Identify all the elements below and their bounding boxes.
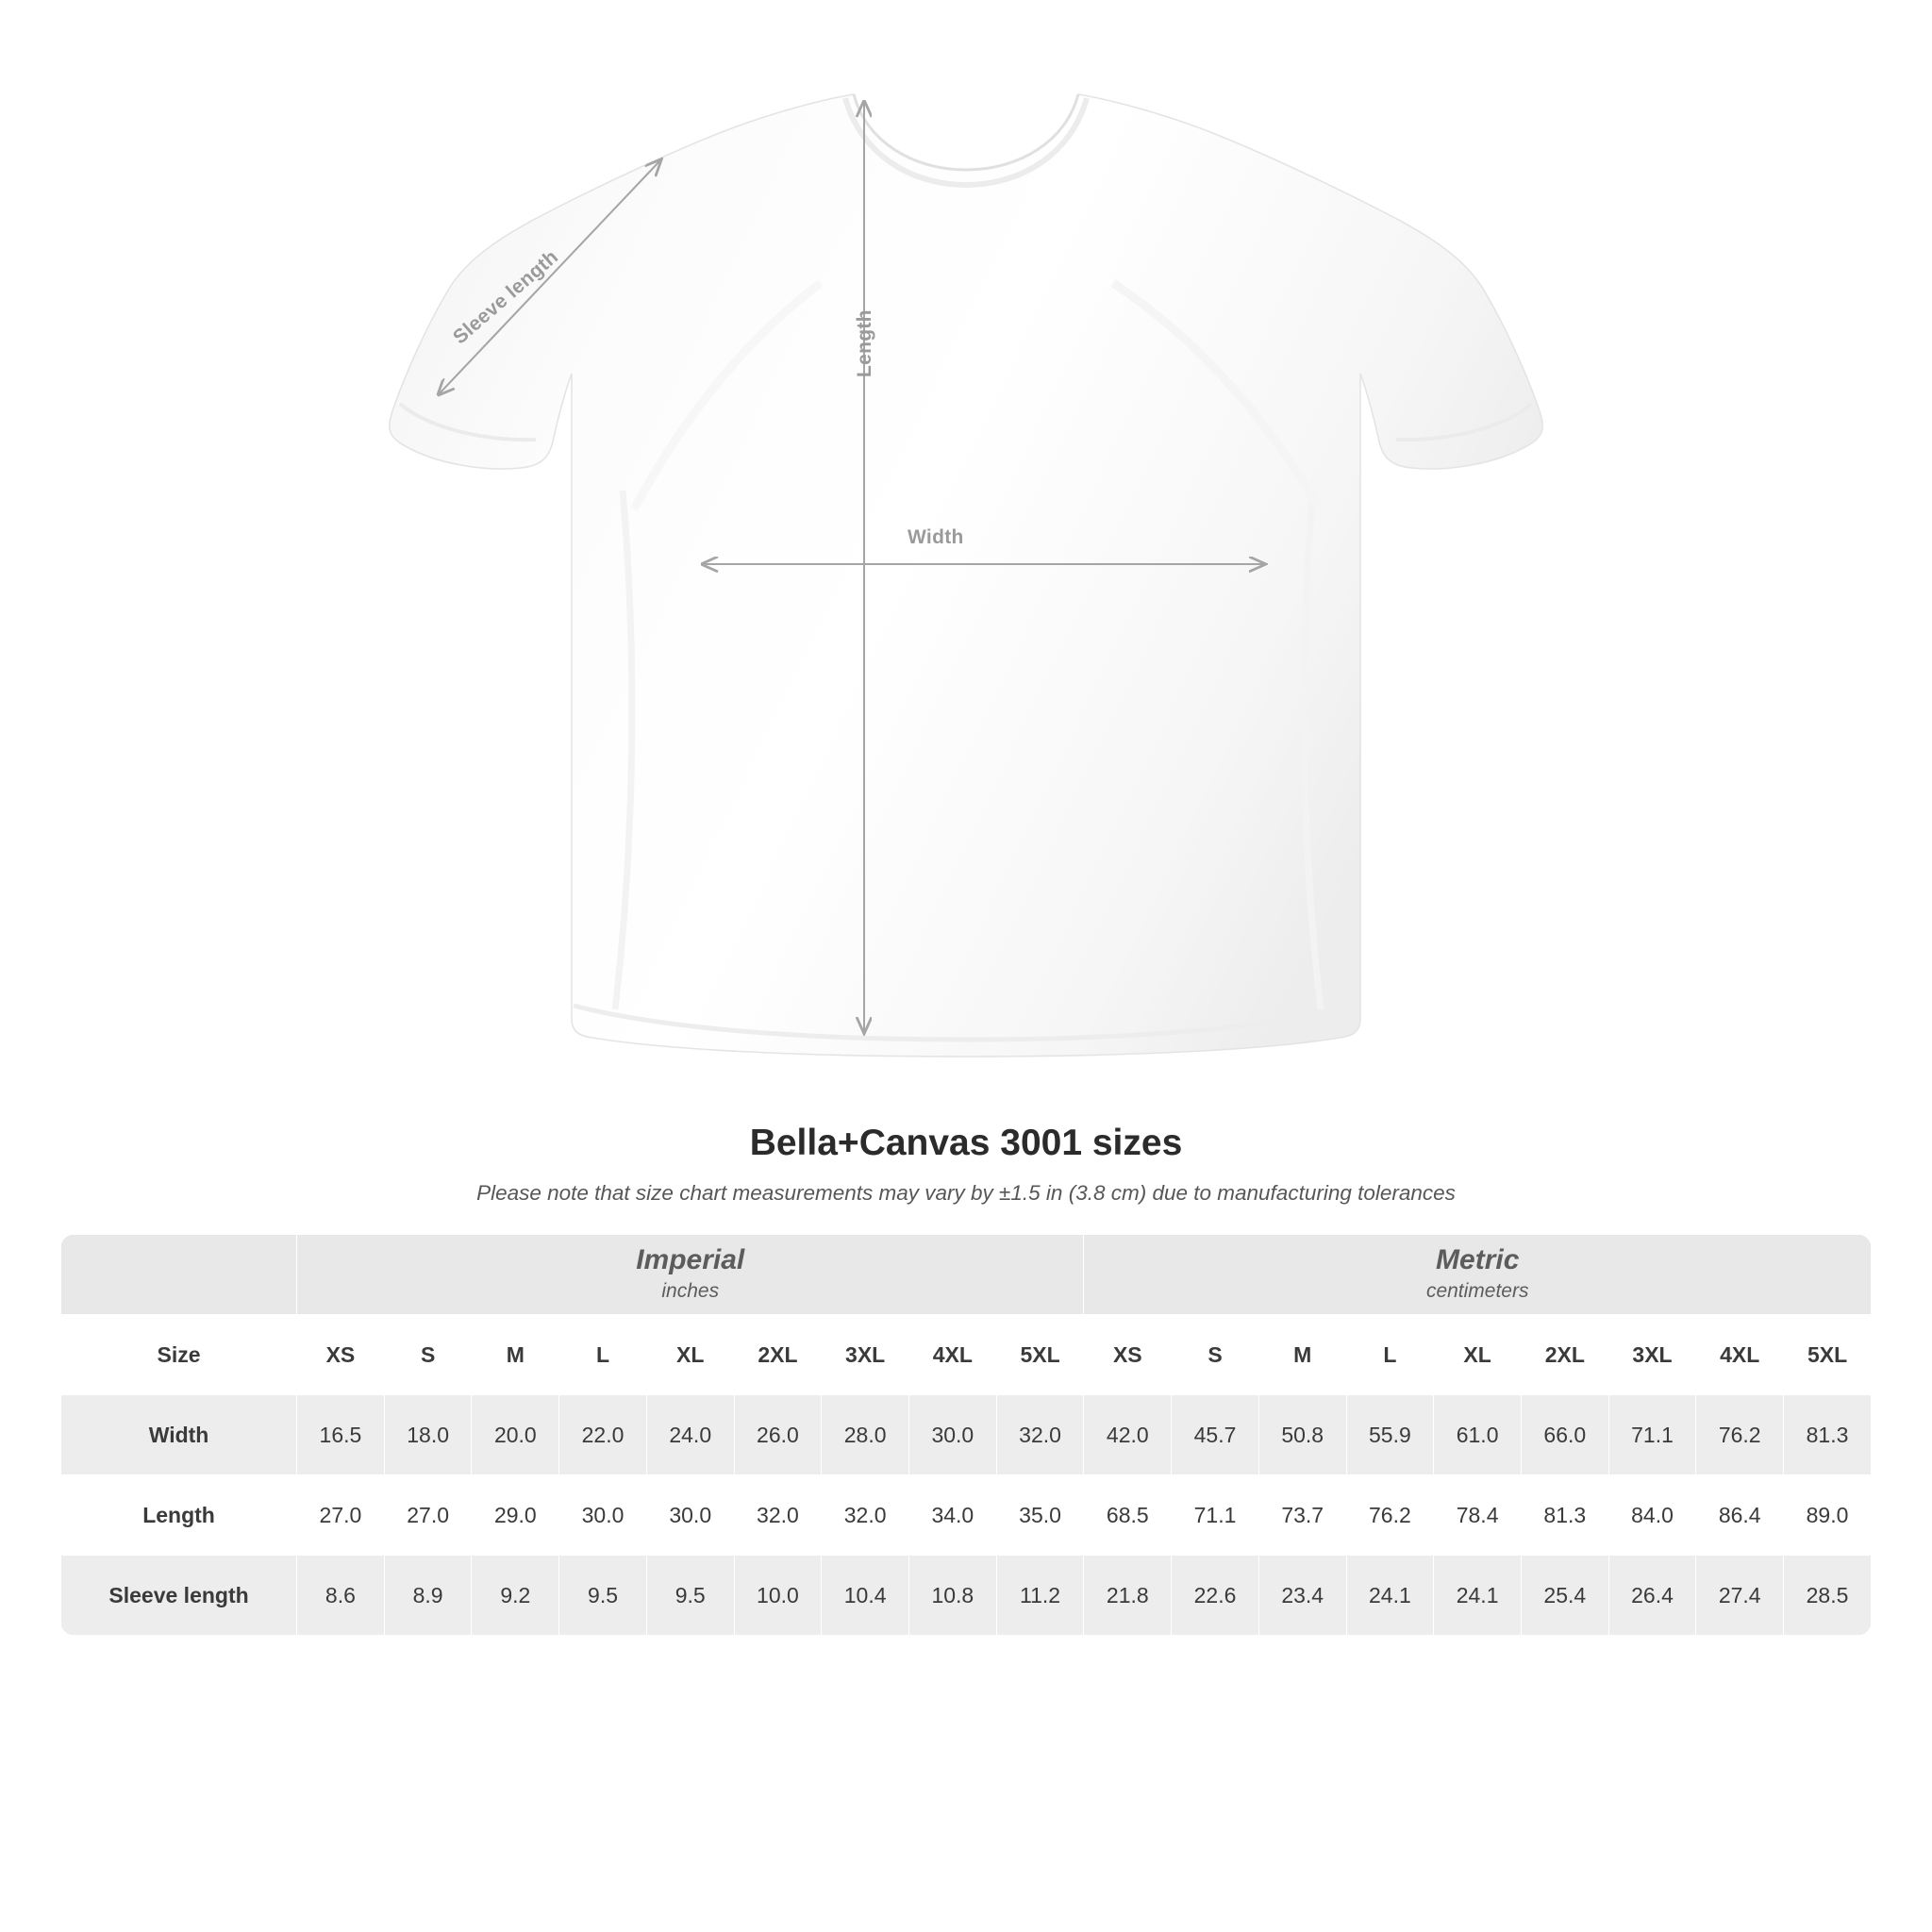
- size-table-container: [60, 1234, 1872, 1636]
- table-row: [61, 1395, 1872, 1475]
- table-cell: 22.6: [1172, 1556, 1259, 1636]
- table-cell: 32.0: [734, 1475, 822, 1556]
- table-cell: 73.7: [1258, 1475, 1346, 1556]
- table-cell: 27.0: [297, 1475, 385, 1556]
- table-cell: 42.0: [1084, 1395, 1172, 1475]
- table-cell: 23.4: [1258, 1556, 1346, 1636]
- table-cell: 78.4: [1434, 1475, 1522, 1556]
- unit-header-metric: [1084, 1235, 1872, 1315]
- length-dimension-label: Length: [854, 309, 875, 377]
- table-cell: 55.9: [1346, 1395, 1434, 1475]
- table-cell: 25.4: [1521, 1556, 1608, 1636]
- table-cell: 68.5: [1084, 1475, 1172, 1556]
- table-cell: 16.5: [297, 1395, 385, 1475]
- table-cell: 76.2: [1696, 1395, 1784, 1475]
- size-header-cell: 5XL: [996, 1315, 1084, 1395]
- table-cell: 45.7: [1172, 1395, 1259, 1475]
- table-cell: 32.0: [822, 1475, 909, 1556]
- table-cell: 8.9: [384, 1556, 472, 1636]
- table-cell: 22.0: [559, 1395, 647, 1475]
- size-header-cell: 3XL: [1608, 1315, 1696, 1395]
- size-header-cell: M: [472, 1315, 559, 1395]
- size-header-cell: L: [559, 1315, 647, 1395]
- title-block: [0, 1123, 1932, 1206]
- unit-name-imperial: Imperial: [636, 1243, 745, 1275]
- table-cell: 24.1: [1346, 1556, 1434, 1636]
- row-label-width: Width: [61, 1395, 297, 1475]
- unit-sub-imperial: inches: [661, 1279, 720, 1302]
- table-cell: 26.4: [1608, 1556, 1696, 1636]
- table-cell: 8.6: [297, 1556, 385, 1636]
- table-cell: 28.5: [1784, 1556, 1872, 1636]
- size-header-cell: S: [384, 1315, 472, 1395]
- size-header-label: Size: [61, 1315, 297, 1395]
- size-header-cell: XS: [1084, 1315, 1172, 1395]
- table-cell: 81.3: [1784, 1395, 1872, 1475]
- size-header-cell: XL: [646, 1315, 734, 1395]
- table-cell: 10.4: [822, 1556, 909, 1636]
- table-cell: 20.0: [472, 1395, 559, 1475]
- size-header-cell: XS: [297, 1315, 385, 1395]
- page-title: Bella+Canvas 3001 sizes: [749, 1123, 1183, 1163]
- table-cell: 9.2: [472, 1556, 559, 1636]
- unit-header-imperial: [297, 1235, 1084, 1315]
- table-cell: 30.0: [559, 1475, 647, 1556]
- sleeve-length-dimension-label: Sleeve length: [449, 245, 563, 349]
- table-cell: 28.0: [822, 1395, 909, 1475]
- table-cell: 61.0: [1434, 1395, 1522, 1475]
- table-cell: 26.0: [734, 1395, 822, 1475]
- table-cell: 50.8: [1258, 1395, 1346, 1475]
- tolerance-note: Please note that size chart measurements may vary by ±1.5 in (3.8 cm) due to manufacturing tolerances: [476, 1181, 1456, 1205]
- table-row: [61, 1475, 1872, 1556]
- size-table: [60, 1234, 1872, 1636]
- table-cell: 9.5: [559, 1556, 647, 1636]
- table-cell: 76.2: [1346, 1475, 1434, 1556]
- unit-name-metric: Metric: [1436, 1243, 1520, 1275]
- unit-sub-metric: centimeters: [1425, 1279, 1529, 1302]
- table-cell: 10.0: [734, 1556, 822, 1636]
- table-cell: 32.0: [996, 1395, 1084, 1475]
- table-cell: 66.0: [1521, 1395, 1608, 1475]
- table-cell: 89.0: [1784, 1475, 1872, 1556]
- size-header-row: [61, 1315, 1872, 1395]
- table-cell: 30.0: [646, 1475, 734, 1556]
- table-cell: 71.1: [1608, 1395, 1696, 1475]
- table-cell: 9.5: [646, 1556, 734, 1636]
- size-header-cell: 4XL: [1696, 1315, 1784, 1395]
- table-corner-cell: [61, 1235, 297, 1315]
- unit-header-row: [61, 1235, 1872, 1315]
- size-header-cell: 4XL: [908, 1315, 996, 1395]
- table-cell: 24.1: [1434, 1556, 1522, 1636]
- table-cell: 30.0: [908, 1395, 996, 1475]
- size-header-cell: 2XL: [734, 1315, 822, 1395]
- size-header-cell: L: [1346, 1315, 1434, 1395]
- size-header-cell: 5XL: [1784, 1315, 1872, 1395]
- row-label-length: Length: [61, 1475, 297, 1556]
- table-cell: 24.0: [646, 1395, 734, 1475]
- table-cell: 29.0: [472, 1475, 559, 1556]
- tshirt-shape: [390, 94, 1542, 1057]
- row-label-sleeve-length: Sleeve length: [61, 1556, 297, 1636]
- size-header-cell: M: [1258, 1315, 1346, 1395]
- table-cell: 84.0: [1608, 1475, 1696, 1556]
- table-cell: 10.8: [908, 1556, 996, 1636]
- table-cell: 27.0: [384, 1475, 472, 1556]
- size-header-cell: 3XL: [822, 1315, 909, 1395]
- table-cell: 35.0: [996, 1475, 1084, 1556]
- table-cell: 34.0: [908, 1475, 996, 1556]
- table-row: [61, 1556, 1872, 1636]
- width-dimension-label: Width: [908, 526, 964, 548]
- size-header-cell: 2XL: [1521, 1315, 1608, 1395]
- table-cell: 21.8: [1084, 1556, 1172, 1636]
- size-header-cell: XL: [1434, 1315, 1522, 1395]
- table-cell: 11.2: [996, 1556, 1084, 1636]
- table-cell: 71.1: [1172, 1475, 1259, 1556]
- table-cell: 81.3: [1521, 1475, 1608, 1556]
- table-cell: 27.4: [1696, 1556, 1784, 1636]
- size-header-cell: S: [1172, 1315, 1259, 1395]
- table-cell: 18.0: [384, 1395, 472, 1475]
- table-cell: 86.4: [1696, 1475, 1784, 1556]
